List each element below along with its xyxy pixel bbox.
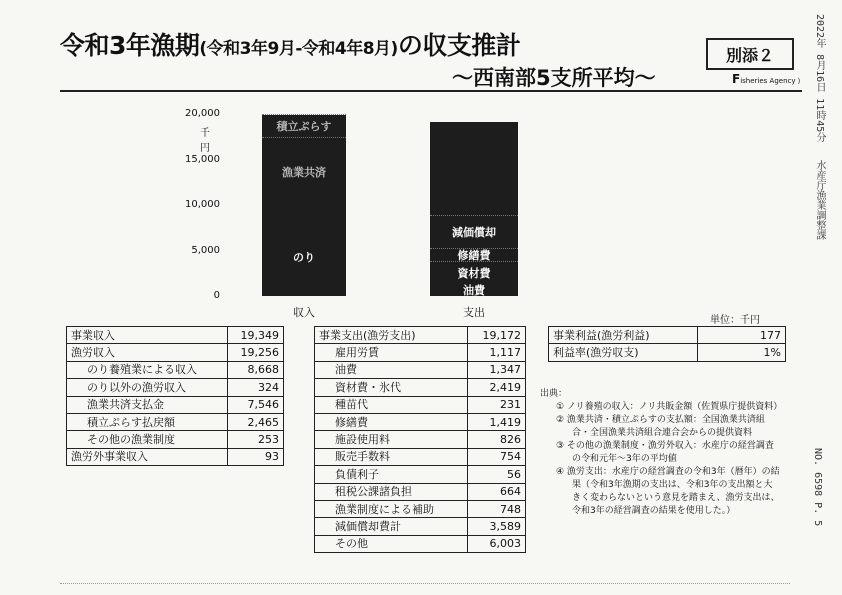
row-value: 56 (467, 466, 525, 483)
segment-oil-label: 油費 (463, 283, 485, 297)
row-value: 7,546 (227, 396, 283, 413)
row-label: その他 (315, 535, 468, 552)
row-label: 事業収入 (67, 327, 228, 344)
title-period: (令和3年9月-令和4年8月) (199, 39, 398, 59)
table-row (315, 379, 526, 396)
row-label: 漁労外事業収入 (67, 448, 228, 465)
segment-material-label: 資材費 (457, 266, 491, 280)
row-label: 種苗代 (315, 396, 468, 413)
footer-dotted-line (60, 583, 790, 584)
row-value: 664 (467, 483, 525, 500)
y-tick-0: 0 (213, 290, 220, 301)
y-tick-5000: 5,000 (191, 245, 220, 256)
row-value: 2,465 (227, 413, 283, 430)
table-row (315, 518, 526, 535)
row-label: 事業支出(漁労支出) (315, 327, 468, 344)
row-value: 748 (467, 500, 525, 517)
row-value: 6,003 (467, 535, 525, 552)
attachment-stamp: 別添２ (706, 38, 794, 70)
table-row (315, 431, 526, 448)
row-label: その他の漁業制度 (67, 431, 228, 448)
row-value: 2,419 (467, 379, 525, 396)
row-label: 利益率(漁労収支) (549, 344, 698, 361)
segment-material (430, 261, 518, 284)
row-value: 177 (698, 327, 786, 344)
expense-table (314, 326, 526, 553)
source-item: ③ その他の漁業制度・漁労外収入：水産庁の経営調査の令和元年～3年の平均値 (556, 441, 774, 464)
table-row (315, 344, 526, 361)
y-tick-15000: 15,000 (185, 154, 220, 165)
segment-tsumitate-label: 積立ぷらす (276, 120, 332, 134)
header-rule (60, 90, 802, 92)
source-item: ② 漁業共済・積立ぷらすの支払額：全国漁業共済組合・全国漁業共済組合連合会からの提供資料 (556, 415, 765, 438)
title-main: 令和3年漁期 (60, 31, 200, 60)
sources-heading: 出典： (540, 389, 568, 399)
segment-kyosai-label: 漁業共済 (282, 165, 326, 179)
row-label: 積立ぷらす払戻額 (67, 413, 228, 430)
fax-sender: 水産庁漁業調整課 (814, 160, 825, 240)
table-row (549, 327, 786, 344)
y-tick-10000: 10,000 (185, 199, 220, 210)
table-row (67, 379, 284, 396)
table-row (67, 413, 284, 430)
table-row (67, 396, 284, 413)
row-label: 販売手数料 (315, 448, 468, 465)
table-row (67, 327, 284, 344)
segment-repair-label: 修繕費 (457, 249, 491, 263)
segment-repair (430, 248, 518, 262)
table-row (315, 535, 526, 552)
fax-page-number: NO. 6598 P. 5 (812, 448, 823, 527)
row-value: 754 (467, 448, 525, 465)
table-row (67, 361, 284, 378)
row-value: 19,172 (467, 327, 525, 344)
title-tail: の収支推計 (397, 31, 521, 60)
table-row (67, 344, 284, 361)
table-row (315, 448, 526, 465)
row-value: 826 (467, 431, 525, 448)
segment-nori-label: のり (293, 250, 315, 264)
segment-kyosai (262, 137, 346, 207)
table-row (315, 396, 526, 413)
table-row (549, 344, 786, 361)
fax-timestamp: 2022年 8月16日 11時45分 (814, 14, 825, 143)
profit-table (548, 326, 786, 362)
segment-nori (262, 217, 346, 296)
logo-mark: isheries Agency ⟩ (740, 77, 801, 85)
row-value: 8,668 (227, 361, 283, 378)
y-unit-label: 千円 (200, 128, 210, 154)
page-title (60, 26, 520, 62)
income-table (66, 326, 284, 466)
row-value: 19,349 (227, 327, 283, 344)
sources-note (540, 388, 783, 518)
row-label: 施設使用料 (315, 431, 468, 448)
table-row (315, 327, 526, 344)
table-row (315, 361, 526, 378)
row-value: 253 (227, 431, 283, 448)
table-row (315, 483, 526, 500)
row-value: 19,256 (227, 344, 283, 361)
source-item: ④ 漁労支出：水産庁の経営調査の令和3年（暦年）の結果（令和3年漁期の支出は、令和3年の支出額と大きく変わらないという意見を踏まえ、漁労支出は、令和3年の経営調査の結果を使用した。） (556, 467, 780, 516)
bar-income (262, 115, 346, 296)
row-label: のり以外の漁労収入 (67, 379, 228, 396)
row-value: 93 (227, 448, 283, 465)
table-row (315, 466, 526, 483)
row-value: 1,419 (467, 413, 525, 430)
segment-depreciation-label: 減価償却 (452, 226, 496, 240)
row-value: 1,117 (467, 344, 525, 361)
row-label: 修繕費 (315, 413, 468, 430)
page-subtitle: ～西南部5支所平均～ (452, 66, 656, 90)
category-label-income: 収入 (293, 306, 315, 319)
segment-tsumitate (262, 114, 346, 137)
row-label: 漁業制度による補助 (315, 500, 468, 517)
segment-depreciation (430, 215, 518, 249)
row-value: 3,589 (467, 518, 525, 535)
row-label: 雇用労賃 (315, 344, 468, 361)
row-value: 1% (698, 344, 786, 361)
category-label-expense: 支出 (463, 306, 485, 319)
segment-oil (430, 284, 518, 296)
table-row (315, 413, 526, 430)
row-value: 231 (467, 396, 525, 413)
logo-letter: F (732, 72, 741, 86)
row-value: 1,347 (467, 361, 525, 378)
y-tick-20000: 20,000 (185, 108, 220, 119)
row-value: 324 (227, 379, 283, 396)
row-label: 資材費・氷代 (315, 379, 468, 396)
row-label: 減価償却費計 (315, 518, 468, 535)
table-row (315, 500, 526, 517)
row-label: 事業利益(漁労利益) (549, 327, 698, 344)
sources-list (540, 401, 783, 518)
row-label: 負債利子 (315, 466, 468, 483)
row-label: 漁労収入 (67, 344, 228, 361)
unit-label: 単位：千円 (710, 315, 760, 326)
row-label: 漁業共済支払金 (67, 396, 228, 413)
row-label: 租税公課諸負担 (315, 483, 468, 500)
table-row (67, 448, 284, 465)
row-label: のり養殖業による収入 (67, 361, 228, 378)
bar-expense (430, 122, 518, 296)
agency-logo (732, 72, 800, 86)
row-label: 油費 (315, 361, 468, 378)
table-row (67, 431, 284, 448)
source-item: ① ノリ養殖の収入：ノリ共販金額（佐賀県庁提供資料） (556, 402, 783, 412)
